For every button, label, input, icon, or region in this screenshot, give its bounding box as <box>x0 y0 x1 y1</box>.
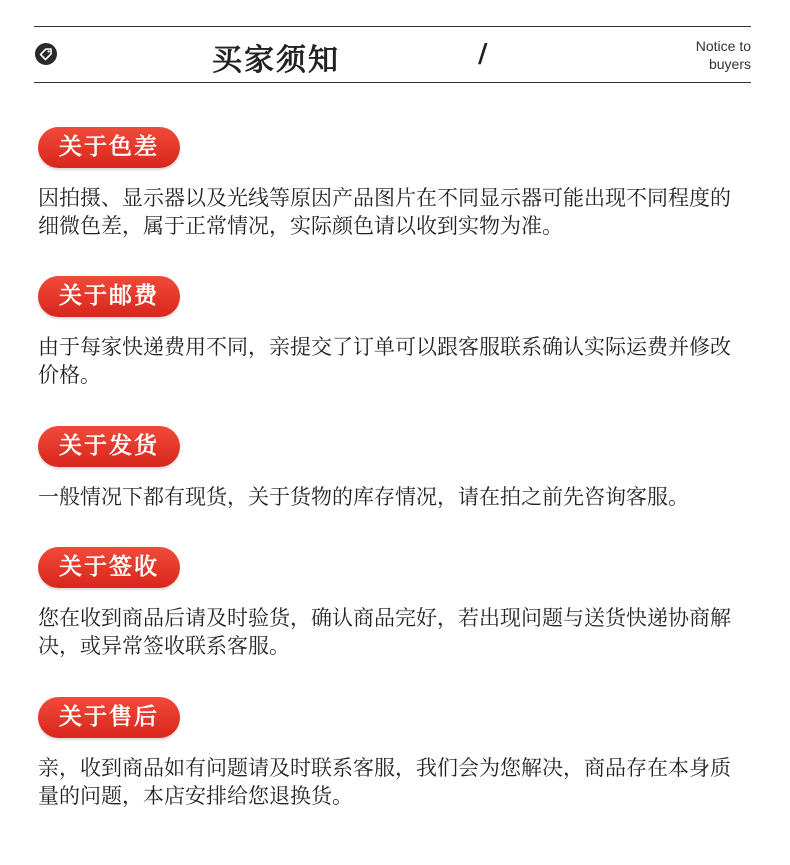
section-body-text: 因拍摄、显示器以及光线等原因产品图片在不同显示器可能出现不同程度的细微色差，属于正常情况，实际颜色请以收到实物为准。 <box>38 186 731 238</box>
section-body-text: 亲，收到商品如有问题请及时联系客服，我们会为您解决，商品存在本身质量的问题，本店安排给您退换货。 <box>38 756 731 808</box>
section-body-text: 您在收到商品后请及时验货，确认商品完好，若出现问题与送货快递协商解决，或异常签收联系客服。 <box>38 606 731 658</box>
title-divider: / <box>478 39 488 69</box>
section-body-text: 一般情况下都有现货，关于货物的库存情况，请在拍之前先咨询客服。 <box>38 485 689 509</box>
section-title-badge: 关于色差 <box>38 127 180 168</box>
english-subtitle <box>661 37 751 73</box>
english-subtitle-line-2: buyers <box>708 56 751 72</box>
section-title-badge: 关于售后 <box>38 697 180 738</box>
english-subtitle-line-1: Notice to <box>695 38 751 54</box>
tag-icon <box>34 42 58 66</box>
section-body-text: 由于每家快递费用不同，亲提交了订单可以跟客服联系确认实际运费并修改价格。 <box>38 335 731 387</box>
section-color-difference <box>38 127 748 240</box>
section-after-sales <box>38 697 748 810</box>
notice-header <box>34 26 751 83</box>
page-title: 买家须知 <box>212 43 340 78</box>
section-title-badge: 关于发货 <box>38 426 180 467</box>
section-shipping-fee <box>38 276 748 389</box>
section-delivery <box>38 426 748 511</box>
section-receipt <box>38 547 748 660</box>
section-title-badge: 关于签收 <box>38 547 180 588</box>
section-title-badge: 关于邮费 <box>38 276 180 317</box>
